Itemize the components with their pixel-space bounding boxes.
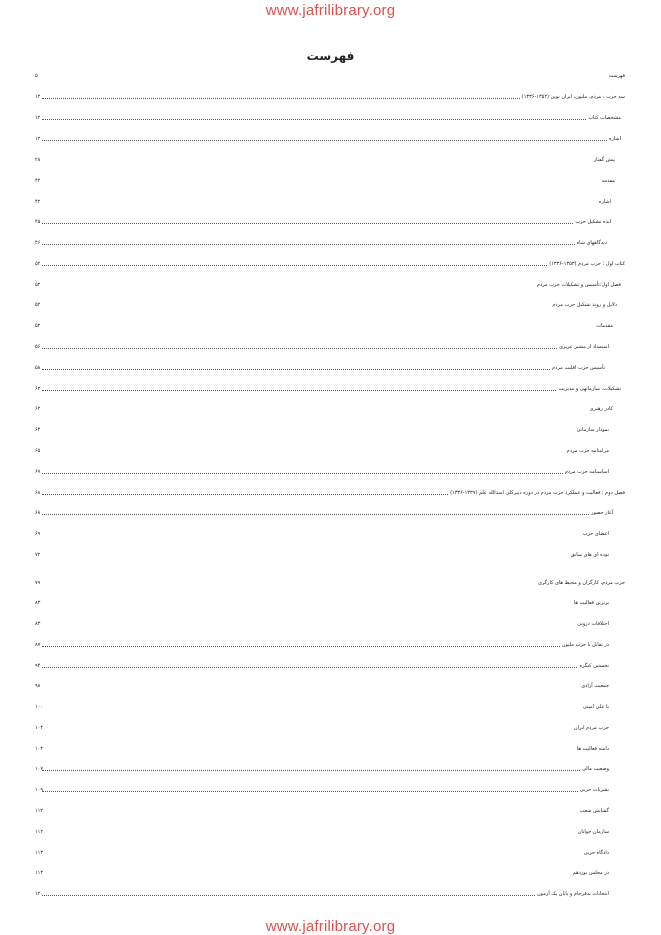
toc-entry[interactable] (0, 215, 661, 229)
toc-entry-page-number: ۱۱۲ (35, 808, 44, 814)
toc-entry-page-number: ۶۵ (35, 448, 41, 454)
dot-leader (42, 895, 535, 896)
dot-leader (42, 390, 556, 391)
toc-entry-label: در مجلس نوزدهم (571, 866, 609, 880)
toc-entry[interactable] (0, 825, 661, 839)
toc-entry-label: مرامنامه حزب مردم (565, 444, 609, 458)
toc-entry-label: انتخابات بدفرجام و پایان یک آزمون (535, 887, 609, 901)
toc-entry-label: نخستین کنگره (577, 659, 609, 673)
toc-entry-label: استمداد از مشیر عزیزی (557, 340, 609, 354)
toc-entry-page-number: ۶۸ (35, 490, 41, 496)
toc-entry[interactable] (0, 679, 661, 693)
toc-entry-page-number: ۶۲ (35, 406, 41, 412)
dot-leader (42, 646, 560, 647)
toc-entry[interactable] (0, 576, 661, 590)
dot-leader (42, 223, 573, 224)
toc-entry-page-number: ۱۰۴ (35, 746, 44, 752)
toc-entry-label: اساسنامه حزب مردم (563, 465, 609, 479)
toc-entry-label: مشخصات کتاب (586, 111, 621, 125)
toc-entry-page-number: ۵۲ (35, 323, 41, 329)
toc-entry-page-number: ۴۲ (35, 178, 41, 184)
toc-entry[interactable] (0, 866, 661, 880)
toc-entry-label: کادر رهبری (588, 402, 613, 416)
toc-entry[interactable] (0, 887, 661, 901)
dot-leader (42, 119, 586, 120)
toc-entry[interactable] (0, 153, 661, 167)
toc-entry-label: نشریات حزبی (578, 783, 609, 797)
toc-entry-label: آغاز حضور (589, 506, 613, 520)
dot-leader (42, 265, 547, 266)
toc-entry-page-number: ۵۸ (35, 365, 41, 371)
toc-entry-page-number: ۹۴ (35, 663, 41, 669)
toc-entry-page-number: ۱۰۴ (35, 725, 44, 731)
toc-entry[interactable] (0, 298, 661, 312)
dot-leader (42, 770, 580, 771)
toc-entry-label: در تقابل با حزب ملیون (560, 638, 609, 652)
toc-entry-page-number: ۱۲ (35, 136, 41, 142)
dot-leader (42, 494, 448, 495)
toc-entry-label: گشایش شعب (578, 804, 609, 818)
toc-entry[interactable] (0, 382, 661, 396)
toc-entry-label: پیش گفتار (592, 153, 615, 167)
toc-entry-label: دامنه فعالیت ها (575, 742, 609, 756)
toc-entry-label: اشاره (597, 195, 611, 209)
toc-entry-label: تأسیس حزب اقلیت مردم (550, 361, 605, 375)
toc-entry[interactable] (0, 402, 661, 416)
toc-entry-page-number: ۹۸ (35, 683, 41, 689)
toc-entry-label: فصل اول:تأسیس و تشکیلات حزب مردم (535, 278, 621, 292)
toc-entry-label: توده ای های سابق (569, 548, 609, 562)
dot-leader (42, 244, 575, 245)
toc-entry-label: اختلافات درونی (575, 617, 609, 631)
toc-entry-page-number: ۴۵ (35, 219, 41, 225)
dot-leader (42, 791, 578, 792)
toc-entry-label: نمودار سازمانی (575, 423, 609, 437)
toc-entry-label: ایده تشکیل حزب (573, 215, 611, 229)
toc-entry-label: مقدمات (594, 319, 613, 333)
toc-entry[interactable] (0, 444, 661, 458)
dot-leader (42, 140, 607, 141)
toc-entry[interactable] (0, 236, 661, 250)
toc-entry[interactable] (0, 596, 661, 610)
toc-entry[interactable] (0, 527, 661, 541)
dot-leader (42, 348, 557, 349)
toc-entry[interactable] (0, 90, 661, 104)
dot-leader (42, 473, 563, 474)
toc-entry-page-number: ۱۲ (35, 115, 41, 121)
toc-entry-page-number: ۶۹ (35, 531, 41, 537)
toc-entry-page-number: ۱۱۳ (35, 850, 44, 856)
toc-entry-page-number: ۸۳ (35, 621, 41, 627)
toc-entry-page-number: ۶۸ (35, 510, 41, 516)
toc-entry-page-number: ۸۳ (35, 600, 41, 606)
toc-entry-page-number: ۱۰۹ (35, 787, 44, 793)
toc-entry-label: کتاب اول : حزب مردم (۱۳۵۳-۱۳۳۶) (547, 257, 625, 271)
toc-entry[interactable] (0, 132, 661, 146)
toc-entry[interactable] (0, 69, 661, 83)
toc-entry-label: حزب مردم ایران (572, 721, 609, 735)
dot-leader (42, 667, 577, 668)
toc-entry-page-number: ۱۱۲ (35, 829, 44, 835)
toc-entry[interactable] (0, 742, 661, 756)
toc-entry[interactable] (0, 361, 661, 375)
toc-entry[interactable] (0, 762, 661, 776)
toc-entry-label: سازمان جوانان (576, 825, 609, 839)
toc-entry-label: با علی امینی (581, 700, 609, 714)
toc-entry-page-number: ۱۰۰ (35, 704, 44, 710)
toc-entry[interactable] (0, 548, 661, 562)
toc-entry[interactable] (0, 278, 661, 292)
toc-entry-label: دادگاه حزبی (582, 846, 609, 860)
toc-entry-page-number: ۱۱۴ (35, 870, 44, 876)
toc-entry[interactable] (0, 340, 661, 354)
toc-entry-page-number: ۵۲ (35, 282, 41, 288)
toc-entry-label: تشکیلات، سازمانهی و مدیریت (556, 382, 621, 396)
dot-leader (42, 514, 589, 515)
toc-entry-page-number: ۴۲ (35, 199, 41, 205)
toc-entry[interactable] (0, 423, 661, 437)
toc-entry[interactable] (0, 506, 661, 520)
toc-entry-label: دیدگاههای شاه (575, 236, 607, 250)
toc-entry-page-number: ۵۲ (35, 261, 41, 267)
toc-entry[interactable] (0, 638, 661, 652)
toc-entry-page-number: ۶۴ (35, 427, 41, 433)
toc-entry[interactable] (0, 195, 661, 209)
toc-entry-page-number: ۶۲ (35, 386, 41, 392)
toc-entry[interactable] (0, 700, 661, 714)
toc-entry[interactable] (0, 319, 661, 333)
dot-leader (42, 98, 520, 99)
watermark-top[interactable]: www.jafrilibrary.org (265, 2, 396, 19)
toc-entry-page-number: ۵۶ (35, 344, 41, 350)
toc-entry-page-number: ۷۹ (35, 580, 41, 586)
toc-entry-page-number: ۴۶ (35, 240, 41, 246)
toc-entry[interactable] (0, 659, 661, 673)
toc-entry-label: وضعیت مالی (580, 762, 609, 776)
watermark-bottom[interactable]: www.jafrilibrary.org (265, 918, 396, 935)
toc-entry-page-number: ۶۷ (35, 469, 41, 475)
toc-entry[interactable] (0, 721, 661, 735)
toc-entry[interactable] (0, 783, 661, 797)
toc-entry-page-number: ۱۲ (35, 94, 41, 100)
toc-entry-label: سه حزب ، مردم، ملیون، ایران نوین (۱۳۵۲-۱۳۳۶) (520, 90, 625, 104)
toc-entry-page-number: ۱۰۷ (35, 766, 44, 772)
toc-entry[interactable] (0, 846, 661, 860)
toc-entry-page-number: ۲۸ (35, 157, 41, 163)
toc-entry[interactable] (0, 111, 661, 125)
toc-entry-label: فهرست (606, 69, 625, 83)
page-title: فهرست (306, 49, 355, 63)
toc-entry[interactable] (0, 465, 661, 479)
toc-entry-page-number: ۱۲۰ (35, 891, 44, 897)
toc-entry[interactable] (0, 257, 661, 271)
toc-entry[interactable] (0, 486, 661, 500)
toc-entry-label: حزب مردم، کارگران و محیط های کارگری (536, 576, 625, 590)
toc-entry-page-number: ۷۲ (35, 552, 41, 558)
toc-entry-label: مقدمه (600, 174, 615, 188)
toc-entry-label: جمعیت آزادی (579, 679, 609, 693)
toc-entry-label: برترین فعالیت ها (572, 596, 609, 610)
dot-leader (42, 369, 550, 370)
toc-entry-page-number: ۵۲ (35, 302, 41, 308)
toc-entry-label: دلایل و روند تشکیل حزب مردم (550, 298, 617, 312)
toc-entry-page-number: ۸۷ (35, 642, 41, 648)
toc-entry-label: اشاره (607, 132, 621, 146)
toc-entry-label: اعضای حزب (581, 527, 609, 541)
toc-entry[interactable] (0, 804, 661, 818)
toc-entry[interactable] (0, 617, 661, 631)
toc-entry[interactable] (0, 174, 661, 188)
toc-entry-label: فصل دوم : فعالیت و عملکرد حزب مردم در دوره دبیرکلی اسدالله علم (۱۳۳۹-۱۳۳۶) (448, 486, 625, 500)
toc-entry-page-number: ۵ (35, 73, 38, 79)
